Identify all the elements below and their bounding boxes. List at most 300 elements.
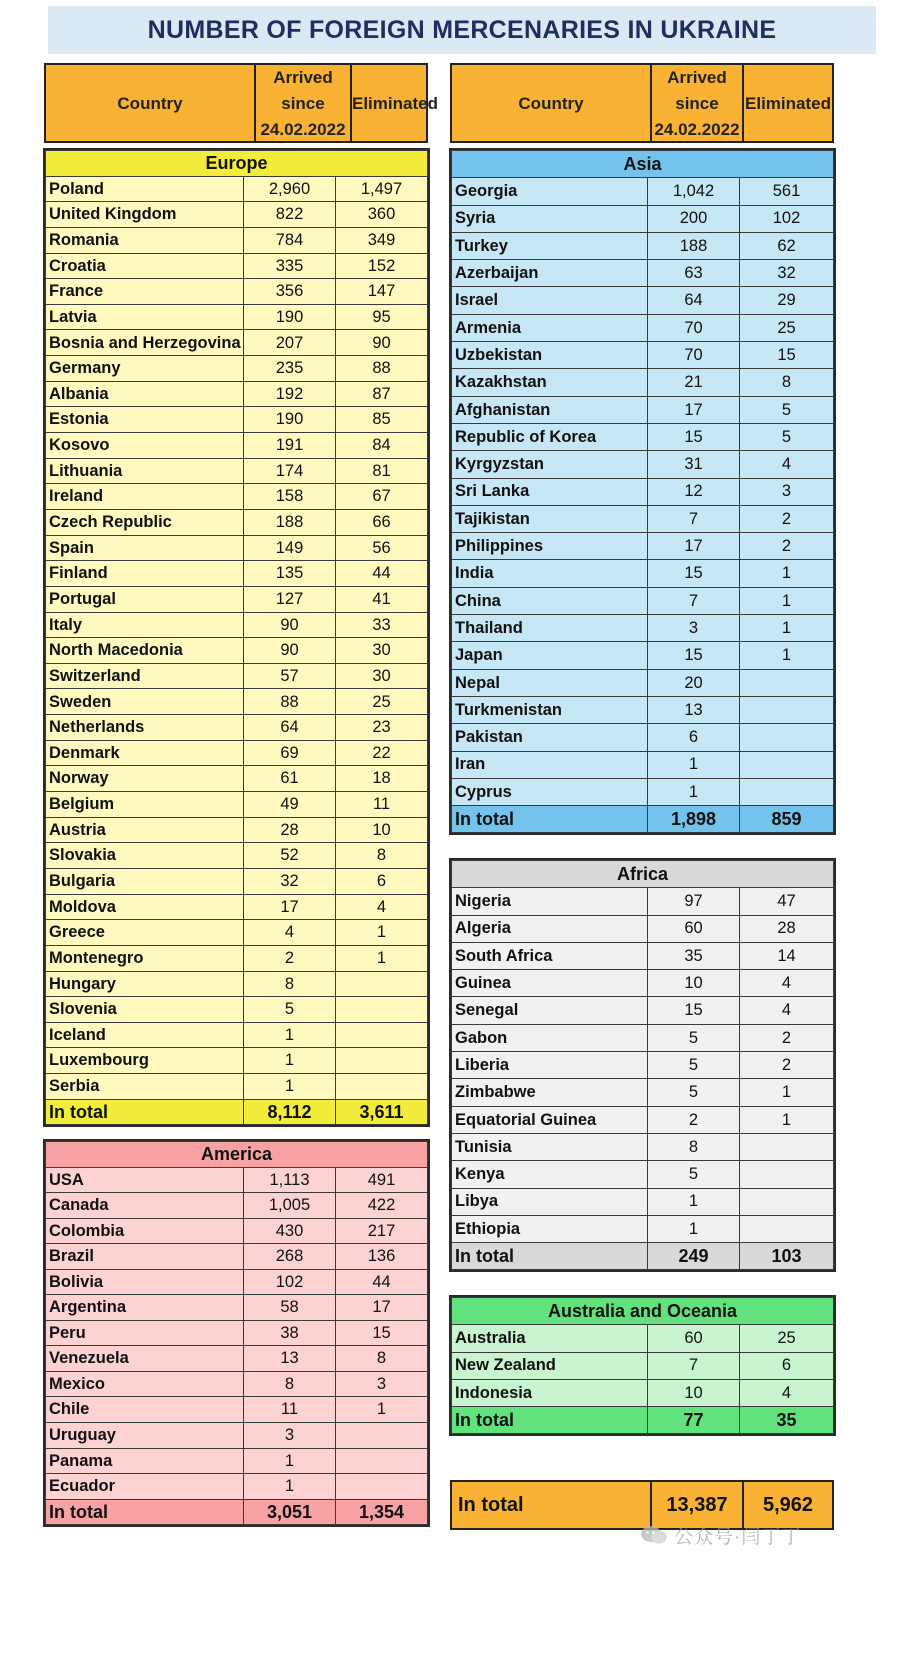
arrived-cell: 64 [648, 287, 740, 314]
eliminated-cell: 15 [740, 342, 834, 369]
country-cell: Montenegro [46, 945, 244, 971]
table-row [46, 868, 428, 894]
arrived-cell: 60 [648, 1325, 740, 1352]
eliminated-cell: 6 [740, 1352, 834, 1379]
arrived-cell: 158 [244, 484, 336, 510]
country-cell: Algeria [452, 915, 648, 942]
eliminated-cell: 103 [740, 1243, 834, 1270]
table-row [452, 1079, 834, 1106]
arrived-cell: 90 [244, 612, 336, 638]
eliminated-cell: 1 [740, 1106, 834, 1133]
total-row [46, 1499, 428, 1525]
country-cell: Cyprus [452, 778, 648, 805]
eliminated-cell: 561 [740, 178, 834, 205]
eliminated-cell: 4 [740, 997, 834, 1024]
country-cell: Philippines [452, 533, 648, 560]
arrived-cell: 10 [648, 970, 740, 997]
table-row [46, 1295, 428, 1321]
table-row [452, 423, 834, 450]
table-row [46, 638, 428, 664]
eliminated-cell: 85 [336, 407, 428, 433]
arrived-cell: 5 [648, 1161, 740, 1188]
table-row [452, 1133, 834, 1160]
country-cell: Thailand [452, 615, 648, 642]
table-row [46, 433, 428, 459]
country-cell: Panama [46, 1448, 244, 1474]
arrived-cell: 1 [648, 1188, 740, 1215]
eliminated-cell: 8 [740, 369, 834, 396]
arrived-cell: 190 [244, 407, 336, 433]
country-cell: Canada [46, 1193, 244, 1219]
country-cell: Czech Republic [46, 509, 244, 535]
table-row [46, 663, 428, 689]
country-cell: Denmark [46, 740, 244, 766]
country-cell: Libya [452, 1188, 648, 1215]
country-cell: Iceland [46, 1022, 244, 1048]
table-row [452, 451, 834, 478]
arrived-cell: 11 [244, 1397, 336, 1423]
table-row [46, 843, 428, 869]
section-header [46, 1142, 428, 1168]
eliminated-cell [740, 1133, 834, 1160]
eliminated-cell: 17 [336, 1295, 428, 1321]
table-row [46, 1320, 428, 1346]
table-row [452, 287, 834, 314]
eliminated-cell: 2 [740, 505, 834, 532]
table-row [452, 396, 834, 423]
arrived-cell: 63 [648, 260, 740, 287]
country-cell: Austria [46, 817, 244, 843]
country-cell: Israel [452, 287, 648, 314]
total-row [452, 1243, 834, 1270]
eliminated-cell: 1 [740, 587, 834, 614]
arrived-cell: 191 [244, 433, 336, 459]
table-row [46, 1371, 428, 1397]
arrived-cell: 135 [244, 561, 336, 587]
country-cell: South Africa [452, 942, 648, 969]
country-cell: Serbia [46, 1074, 244, 1100]
arrived-cell: 3,051 [244, 1499, 336, 1525]
table-row [46, 945, 428, 971]
eliminated-cell: 136 [336, 1244, 428, 1270]
arrived-cell: 70 [648, 314, 740, 341]
table-row [46, 381, 428, 407]
watermark-text: 公众号·闫丁丁 [674, 1526, 802, 1548]
table-row [46, 1448, 428, 1474]
arrived-cell: 1 [244, 1074, 336, 1100]
eliminated-cell [336, 997, 428, 1023]
country-cell: In total [46, 1499, 244, 1525]
arrived-cell: 64 [244, 715, 336, 741]
eliminated-cell: 29 [740, 287, 834, 314]
table-row [46, 894, 428, 920]
arrived-cell: 784 [244, 227, 336, 253]
arrived-cell: 31 [648, 451, 740, 478]
section-name: Asia [452, 151, 834, 178]
eliminated-cell: 33 [336, 612, 428, 638]
eliminated-cell [336, 1074, 428, 1100]
arrived-cell: 190 [244, 304, 336, 330]
table-row [452, 642, 834, 669]
grand-total-label: In total [458, 1493, 524, 1516]
table-row [46, 407, 428, 433]
table-row [452, 205, 834, 232]
table-row [452, 260, 834, 287]
arrived-cell: 28 [244, 817, 336, 843]
table-row [452, 1161, 834, 1188]
table-row [46, 766, 428, 792]
europe-table [45, 150, 428, 1125]
country-cell: Poland [46, 176, 244, 202]
eliminated-cell: 349 [336, 227, 428, 253]
arrived-cell: 32 [244, 868, 336, 894]
oceania-table [451, 1297, 834, 1434]
eliminated-cell: 859 [740, 806, 834, 833]
section-name: Europe [46, 151, 428, 177]
arrived-cell: 70 [648, 342, 740, 369]
country-cell: Republic of Korea [452, 423, 648, 450]
arrived-cell: 15 [648, 560, 740, 587]
arrived-cell: 5 [648, 1024, 740, 1051]
table-row [452, 1106, 834, 1133]
country-cell: Luxembourg [46, 1048, 244, 1074]
arrived-cell: 13 [244, 1346, 336, 1372]
arrived-cell: 1 [648, 778, 740, 805]
arrived-cell: 13 [648, 696, 740, 723]
table-row [452, 1325, 834, 1352]
arrived-cell: 35 [648, 942, 740, 969]
country-cell: Nigeria [452, 888, 648, 915]
arrived-cell: 15 [648, 997, 740, 1024]
country-cell: Hungary [46, 971, 244, 997]
total-row [452, 806, 834, 833]
arrived-cell: 8,112 [244, 1099, 336, 1125]
table-row [452, 178, 834, 205]
eliminated-cell: 23 [336, 715, 428, 741]
eliminated-cell: 41 [336, 586, 428, 612]
table-row [46, 689, 428, 715]
table-row [46, 1048, 428, 1074]
table-row [452, 724, 834, 751]
arrived-cell: 8 [648, 1133, 740, 1160]
eliminated-cell [336, 971, 428, 997]
table-row [452, 369, 834, 396]
arrived-cell: 12 [648, 478, 740, 505]
arrived-cell: 97 [648, 888, 740, 915]
eliminated-cell: 66 [336, 509, 428, 535]
eliminated-cell: 2 [740, 1052, 834, 1079]
arrived-cell: 52 [244, 843, 336, 869]
eliminated-cell [740, 696, 834, 723]
country-cell: Syria [452, 205, 648, 232]
arrived-cell: 1,898 [648, 806, 740, 833]
country-cell: Croatia [46, 253, 244, 279]
arrived-cell: 88 [244, 689, 336, 715]
country-cell: Gabon [452, 1024, 648, 1051]
table-row [46, 279, 428, 305]
eliminated-cell: 84 [336, 433, 428, 459]
eliminated-cell [336, 1048, 428, 1074]
table-row [452, 560, 834, 587]
eliminated-cell: 4 [740, 970, 834, 997]
eliminated-cell [336, 1423, 428, 1449]
header-country: Country [518, 94, 584, 113]
country-cell: In total [452, 1243, 648, 1270]
eliminated-cell: 44 [336, 561, 428, 587]
country-cell: Zimbabwe [452, 1079, 648, 1106]
arrived-cell: 5 [648, 1079, 740, 1106]
eliminated-cell: 35 [740, 1407, 834, 1434]
eliminated-cell: 1,354 [336, 1499, 428, 1525]
arrived-cell: 38 [244, 1320, 336, 1346]
country-cell: Venezuela [46, 1346, 244, 1372]
country-cell: Japan [452, 642, 648, 669]
table-row [46, 612, 428, 638]
header-eliminated: Eliminated [350, 65, 438, 143]
arrived-cell: 1,113 [244, 1167, 336, 1193]
table-row [452, 232, 834, 259]
arrived-cell: 4 [244, 920, 336, 946]
table-row [452, 505, 834, 532]
country-cell: Moldova [46, 894, 244, 920]
eliminated-cell: 30 [336, 638, 428, 664]
table-row [46, 356, 428, 382]
eliminated-cell: 152 [336, 253, 428, 279]
country-cell: Finland [46, 561, 244, 587]
table-row [452, 478, 834, 505]
country-cell: New Zealand [452, 1352, 648, 1379]
eliminated-cell [336, 1448, 428, 1474]
grand-total-arrived: 13,387 [650, 1482, 742, 1528]
arrived-cell: 200 [648, 205, 740, 232]
table-row [452, 1215, 834, 1242]
country-cell: Lithuania [46, 458, 244, 484]
table-row [46, 304, 428, 330]
country-cell: France [46, 279, 244, 305]
country-cell: Indonesia [452, 1379, 648, 1406]
country-cell: Spain [46, 535, 244, 561]
table-row [452, 615, 834, 642]
country-cell: Latvia [46, 304, 244, 330]
country-cell: Armenia [452, 314, 648, 341]
eliminated-cell: 95 [336, 304, 428, 330]
country-cell: Turkmenistan [452, 696, 648, 723]
arrived-cell: 1 [648, 1215, 740, 1242]
country-cell: Belgium [46, 792, 244, 818]
arrived-cell: 8 [244, 1371, 336, 1397]
arrived-cell: 6 [648, 724, 740, 751]
table-row [452, 970, 834, 997]
eliminated-cell: 32 [740, 260, 834, 287]
table-row [452, 1188, 834, 1215]
section-header [452, 1298, 834, 1325]
eliminated-cell: 5 [740, 423, 834, 450]
eliminated-cell: 422 [336, 1193, 428, 1219]
arrived-cell: 17 [648, 396, 740, 423]
eliminated-cell: 14 [740, 942, 834, 969]
country-cell: In total [452, 806, 648, 833]
arrived-cell: 49 [244, 792, 336, 818]
eliminated-cell: 1,497 [336, 176, 428, 202]
table-header-left [44, 63, 438, 143]
table-row [452, 915, 834, 942]
country-cell: Chile [46, 1397, 244, 1423]
table-row [46, 484, 428, 510]
eliminated-cell: 67 [336, 484, 428, 510]
eliminated-cell: 15 [336, 1320, 428, 1346]
country-cell: Mexico [46, 1371, 244, 1397]
section-header [46, 151, 428, 177]
table-row [46, 1423, 428, 1449]
eliminated-cell: 4 [740, 1379, 834, 1406]
country-cell: Australia [452, 1325, 648, 1352]
country-cell: Ecuador [46, 1474, 244, 1500]
arrived-cell: 1,042 [648, 178, 740, 205]
total-row [452, 1407, 834, 1434]
arrived-cell: 188 [244, 509, 336, 535]
country-cell: North Macedonia [46, 638, 244, 664]
arrived-cell: 7 [648, 587, 740, 614]
eliminated-cell: 1 [740, 615, 834, 642]
eliminated-cell: 4 [336, 894, 428, 920]
table-row [452, 997, 834, 1024]
eliminated-cell: 3 [336, 1371, 428, 1397]
country-cell: Germany [46, 356, 244, 382]
arrived-cell: 207 [244, 330, 336, 356]
arrived-cell: 249 [648, 1243, 740, 1270]
country-cell: USA [46, 1167, 244, 1193]
country-cell: Bolivia [46, 1269, 244, 1295]
country-cell: India [452, 560, 648, 587]
eliminated-cell: 360 [336, 202, 428, 228]
country-cell: Pakistan [452, 724, 648, 751]
table-row [46, 227, 428, 253]
header-country: Country [117, 94, 183, 113]
table-row [46, 1474, 428, 1500]
table-row [46, 792, 428, 818]
eliminated-cell: 1 [336, 1397, 428, 1423]
country-cell: Nepal [452, 669, 648, 696]
eliminated-cell: 1 [336, 945, 428, 971]
eliminated-cell: 1 [336, 920, 428, 946]
country-cell: Turkey [452, 232, 648, 259]
table-row [46, 535, 428, 561]
country-cell: Colombia [46, 1218, 244, 1244]
arrived-cell: 188 [648, 232, 740, 259]
arrived-cell: 15 [648, 423, 740, 450]
arrived-cell: 58 [244, 1295, 336, 1321]
section-header [452, 151, 834, 178]
table-row [452, 533, 834, 560]
country-cell: Sri Lanka [452, 478, 648, 505]
country-cell: Guinea [452, 970, 648, 997]
country-cell: Senegal [452, 997, 648, 1024]
eliminated-cell [336, 1022, 428, 1048]
table-row [46, 202, 428, 228]
arrived-cell: 3 [244, 1423, 336, 1449]
table-row [46, 176, 428, 202]
table-row [452, 342, 834, 369]
country-cell: Ireland [46, 484, 244, 510]
eliminated-cell: 62 [740, 232, 834, 259]
eliminated-cell: 8 [336, 1346, 428, 1372]
arrived-cell: 268 [244, 1244, 336, 1270]
arrived-cell: 5 [244, 997, 336, 1023]
country-cell: Ethiopia [452, 1215, 648, 1242]
arrived-cell: 20 [648, 669, 740, 696]
eliminated-cell: 1 [740, 1079, 834, 1106]
country-cell: Equatorial Guinea [452, 1106, 648, 1133]
table-row [452, 1379, 834, 1406]
country-cell: Bosnia and Herzegovina [46, 330, 244, 356]
country-cell: In total [452, 1407, 648, 1434]
eliminated-cell: 6 [336, 868, 428, 894]
table-row [46, 971, 428, 997]
table-row [46, 1346, 428, 1372]
country-cell: Kosovo [46, 433, 244, 459]
arrived-cell: 235 [244, 356, 336, 382]
table-row [46, 1269, 428, 1295]
country-cell: Iran [452, 751, 648, 778]
eliminated-cell: 22 [336, 740, 428, 766]
table-row [46, 740, 428, 766]
country-cell: Kyrgyzstan [452, 451, 648, 478]
arrived-cell: 61 [244, 766, 336, 792]
arrived-cell: 90 [244, 638, 336, 664]
eliminated-cell: 11 [336, 792, 428, 818]
table-row [46, 1167, 428, 1193]
country-cell: Greece [46, 920, 244, 946]
table-row [46, 715, 428, 741]
arrived-cell: 1 [244, 1022, 336, 1048]
eliminated-cell: 2 [740, 533, 834, 560]
arrived-cell: 15 [648, 642, 740, 669]
eliminated-cell: 18 [336, 766, 428, 792]
arrived-cell: 1 [244, 1048, 336, 1074]
eliminated-cell: 3 [740, 478, 834, 505]
arrived-cell: 1 [648, 751, 740, 778]
table-row [46, 458, 428, 484]
africa-table [451, 860, 834, 1270]
eliminated-cell: 10 [336, 817, 428, 843]
eliminated-cell: 25 [740, 1325, 834, 1352]
arrived-cell: 2,960 [244, 176, 336, 202]
section-name: America [46, 1142, 428, 1168]
country-cell: Sweden [46, 689, 244, 715]
header-eliminated: Eliminated [742, 65, 832, 143]
grand-total-eliminated: 5,962 [742, 1482, 832, 1528]
table-row [46, 1193, 428, 1219]
eliminated-cell: 1 [740, 642, 834, 669]
table-row [46, 253, 428, 279]
page-title: NUMBER OF FOREIGN MERCENARIES IN UKRAINE [48, 6, 876, 54]
country-cell: China [452, 587, 648, 614]
table-row [452, 587, 834, 614]
country-cell: Estonia [46, 407, 244, 433]
eliminated-cell [740, 1215, 834, 1242]
country-cell: Slovakia [46, 843, 244, 869]
arrived-cell: 149 [244, 535, 336, 561]
table-row [46, 920, 428, 946]
eliminated-cell [740, 778, 834, 805]
eliminated-cell: 47 [740, 888, 834, 915]
country-cell: Tunisia [452, 1133, 648, 1160]
table-row [46, 561, 428, 587]
country-cell: Peru [46, 1320, 244, 1346]
asia-table [451, 150, 834, 833]
header-arrived: Arrived since 24.02.2022 [650, 65, 742, 143]
arrived-cell: 2 [244, 945, 336, 971]
